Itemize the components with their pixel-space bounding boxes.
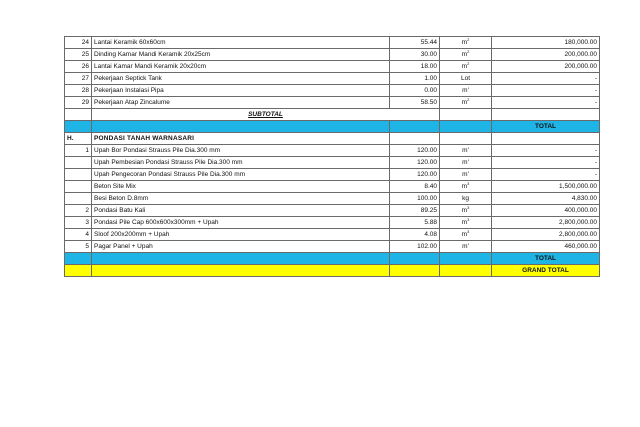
item-unit: $m^3$ — [440, 229, 492, 241]
summary-rows — [65, 109, 600, 145]
item-number: 24 — [65, 37, 92, 49]
item-description: Pondasi Batu Kali — [92, 205, 390, 217]
total-label: TOTAL — [492, 121, 600, 133]
item-description: Upah Pengecoran Pondasi Strauss Pile Dia.300 mm — [92, 169, 390, 181]
item-unit: m' — [440, 169, 492, 181]
item-volume: 30.00 — [390, 49, 440, 61]
item-unit: m' — [440, 241, 492, 253]
section-title: PONDASI TANAH WARNASARI — [92, 133, 390, 145]
item-description: Dinding Kamar Mandi Keramik 20x25cm — [92, 49, 390, 61]
item-description: Lantai Keramik 60x60cm — [92, 37, 390, 49]
item-unit: m' — [440, 145, 492, 157]
table-row — [65, 193, 600, 205]
subtotal-row — [65, 109, 600, 121]
item-volume: 0.00 — [390, 85, 440, 97]
table-row — [65, 85, 600, 97]
item-unit: $m^2$ — [440, 97, 492, 109]
item-number — [65, 157, 92, 169]
item-unit-price: 200,000.00 — [492, 61, 600, 73]
table-row — [65, 241, 600, 253]
item-volume: 18.00 — [390, 61, 440, 73]
table-row — [65, 229, 600, 241]
item-description: Pekerjaan Instalasi Pipa — [92, 85, 390, 97]
table-row — [65, 205, 600, 217]
item-unit-price: 2,800,000.00 — [492, 229, 600, 241]
item-number — [65, 169, 92, 181]
section-total-row — [65, 253, 600, 265]
grand-total-row — [65, 265, 600, 277]
item-unit-price: 1,500,000.00 — [492, 181, 600, 193]
item-unit: m' — [440, 157, 492, 169]
item-description: Lantai Kamar Mandi Keramik 20x20cm — [92, 61, 390, 73]
table-row — [65, 181, 600, 193]
grand-total-label: GRAND TOTAL — [492, 265, 600, 277]
item-unit-price: - — [492, 73, 600, 85]
item-unit-price: - — [492, 157, 600, 169]
section-total-label: TOTAL — [492, 253, 600, 265]
item-volume: 8.40 — [390, 181, 440, 193]
item-volume: 120.00 — [390, 169, 440, 181]
item-number: 2 — [65, 205, 92, 217]
item-number — [65, 193, 92, 205]
item-volume: 1.00 — [390, 73, 440, 85]
item-volume: 4.08 — [390, 229, 440, 241]
item-description: Sloof 200x200mm + Upah — [92, 229, 390, 241]
item-unit: Lot — [440, 73, 492, 85]
item-description: Pekerjaan Septick Tank — [92, 73, 390, 85]
item-number: 5 — [65, 241, 92, 253]
table-row — [65, 169, 600, 181]
item-description: Upah Pembesian Pondasi Strauss Pile Dia.300 mm — [92, 157, 390, 169]
item-unit-price: 180,000.00 — [492, 37, 600, 49]
item-description: Beton Site Mix — [92, 181, 390, 193]
table-row — [65, 37, 600, 49]
item-number: 28 — [65, 85, 92, 97]
item-number — [65, 181, 92, 193]
item-unit-price: - — [492, 85, 600, 97]
item-unit-price: 200,000.00 — [492, 49, 600, 61]
subtotal-label: SUBTOTAL — [92, 109, 440, 121]
item-description: Pagar Panel + Upah — [92, 241, 390, 253]
item-volume: 120.00 — [390, 157, 440, 169]
table-row — [65, 145, 600, 157]
item-unit: $m^2$ — [440, 37, 492, 49]
item-description: Pekerjaan Atap Zincalume — [92, 97, 390, 109]
table-row — [65, 49, 600, 61]
item-volume: 89.25 — [390, 205, 440, 217]
item-volume: 58.50 — [390, 97, 440, 109]
item-number: 25 — [65, 49, 92, 61]
section-header-row — [65, 133, 600, 145]
item-volume: 102.00 — [390, 241, 440, 253]
item-number: 1 — [65, 145, 92, 157]
table-row — [65, 61, 600, 73]
item-unit-price: - — [492, 97, 600, 109]
table-row — [65, 97, 600, 109]
item-volume: 100.00 — [390, 193, 440, 205]
table-row — [65, 217, 600, 229]
bottom-items-body — [65, 145, 600, 253]
item-number: 3 — [65, 217, 92, 229]
top-items-body — [65, 37, 600, 109]
item-unit-price: - — [492, 145, 600, 157]
item-description: Upah Bor Pondasi Strauss Pile Dia.300 mm — [92, 145, 390, 157]
total-row — [65, 121, 600, 133]
item-unit: $m^2$ — [440, 49, 492, 61]
section-code: H. — [65, 133, 92, 145]
item-number: 27 — [65, 73, 92, 85]
item-unit-price: 460,000.00 — [492, 241, 600, 253]
table-row — [65, 157, 600, 169]
item-unit: m' — [440, 85, 492, 97]
table-row — [65, 73, 600, 85]
item-unit: $m^3$ — [440, 181, 492, 193]
item-unit: $m^2$ — [440, 61, 492, 73]
item-volume: 55.44 — [390, 37, 440, 49]
item-number: 26 — [65, 61, 92, 73]
item-unit-price: - — [492, 169, 600, 181]
cost-estimate-table — [64, 36, 600, 277]
item-unit: $m^3$ — [440, 217, 492, 229]
item-description: Besi Beton D.8mm — [92, 193, 390, 205]
item-number: 4 — [65, 229, 92, 241]
item-number: 29 — [65, 97, 92, 109]
item-unit: $m^3$ — [440, 205, 492, 217]
item-volume: 5.88 — [390, 217, 440, 229]
item-unit: kg — [440, 193, 492, 205]
item-unit-price: 400,000.00 — [492, 205, 600, 217]
item-unit-price: 2,800,000.00 — [492, 217, 600, 229]
item-unit-price: 4,830.00 — [492, 193, 600, 205]
item-description: Pondasi Pile Cap 600x600x300mm + Upah — [92, 217, 390, 229]
item-volume: 120.00 — [390, 145, 440, 157]
grand-summary-rows — [65, 253, 600, 277]
